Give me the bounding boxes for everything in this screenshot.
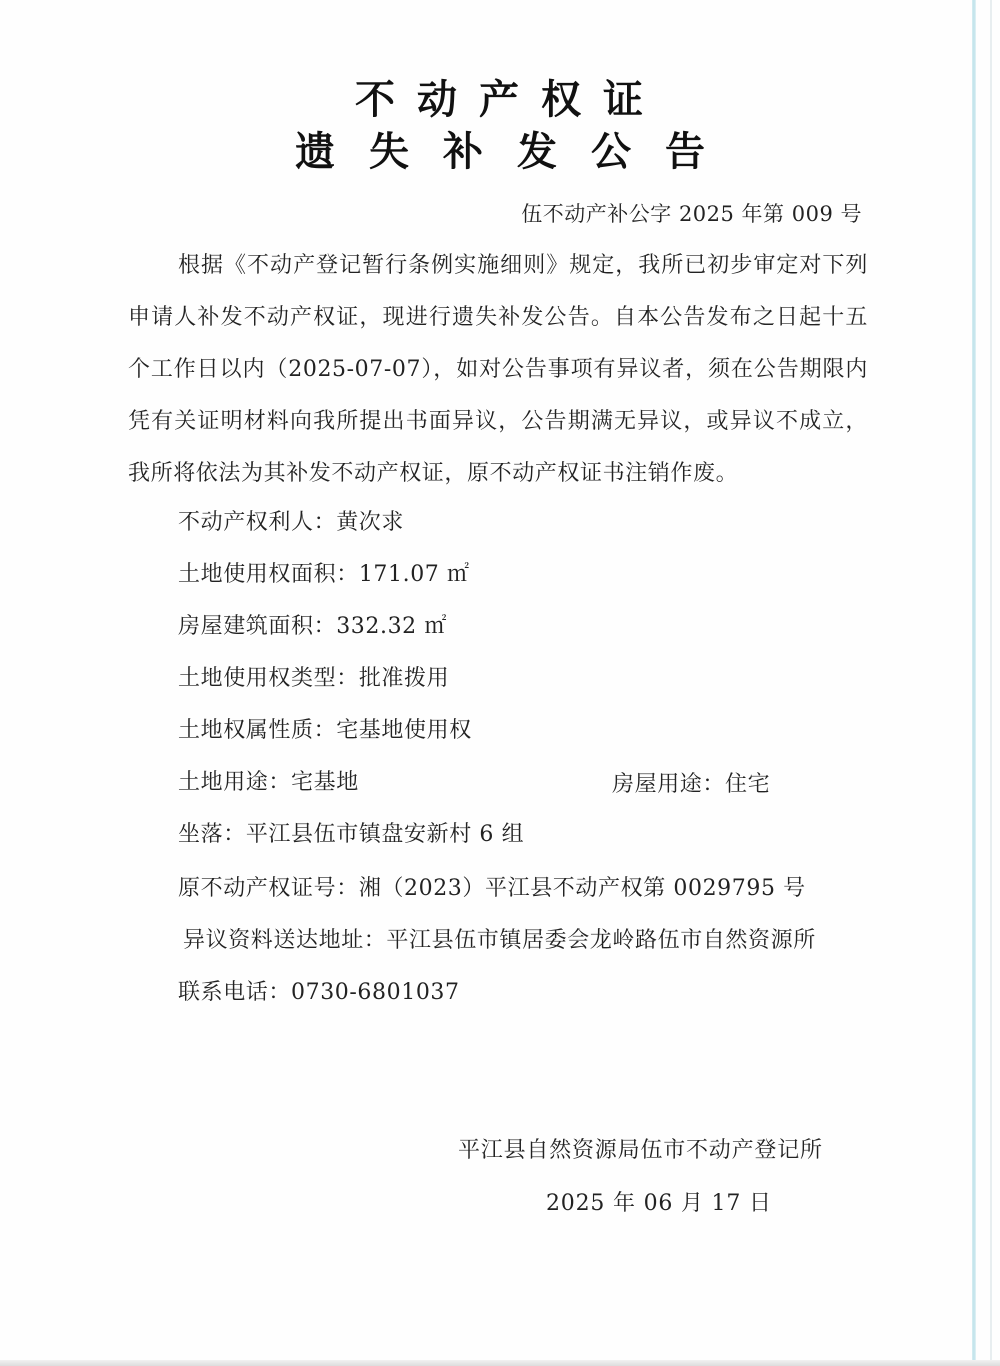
document-number: 伍不动产补公字 2025 年第 009 号: [521, 202, 862, 226]
field-land-area: [178, 557, 470, 588]
field-land-use-value: 宅基地: [291, 770, 359, 795]
field-land-type: [178, 661, 449, 692]
field-phone: [178, 975, 460, 1006]
title-line-1: 不动产权证: [355, 77, 665, 123]
issue-date: 2025 年 06 月 17 日: [546, 1191, 772, 1216]
issuer-name: 平江县自然资源局伍市不动产登记所: [458, 1138, 823, 1163]
field-house-use: [612, 767, 770, 798]
field-land-type-value: 批准拨用: [358, 666, 450, 691]
field-objection-address-value: 平江县伍市镇居委会龙岭路伍市自然资源所: [386, 928, 816, 953]
field-phone-label: 联系电话：: [178, 980, 292, 1005]
field-house-use-label: 房屋用途：: [612, 772, 726, 797]
field-location-label: 坐落：: [178, 822, 246, 847]
field-original-cert-label: 原不动产权证号：: [178, 876, 359, 901]
field-land-use: [178, 765, 359, 796]
field-phone-value: 0730-6801037: [291, 980, 460, 1005]
field-land-use-label: 土地用途：: [178, 770, 292, 795]
field-land-area-value: 171.07 ㎡: [358, 562, 470, 587]
field-holder-value: 黄次求: [336, 510, 405, 535]
field-land-type-label: 土地使用权类型：: [178, 666, 359, 691]
field-land-nature: [178, 713, 472, 744]
field-original-cert-value: 湘（2023）平江县不动产权第 0029795 号: [358, 876, 806, 901]
scan-edge-line: [972, 0, 976, 1366]
field-location: [178, 817, 524, 848]
field-location-value: 平江县伍市镇盘安新村 6 组: [245, 822, 525, 847]
field-holder-label: 不动产权利人：: [178, 510, 337, 535]
scan-bottom-edge: [0, 1360, 1000, 1366]
field-objection-address: [183, 923, 816, 954]
field-land-area-label: 土地使用权面积：: [178, 562, 359, 587]
field-holder: [178, 505, 404, 536]
scan-edge-line-secondary: [990, 0, 992, 1366]
field-building-area-value: 332.32 ㎡: [336, 614, 447, 639]
notice-body: 根据《不动产登记暂行条例实施细则》规定，我所已初步审定对下列申请人补发不动产权证，现进行遗失补发公告。自本公告发布之日起十五个工作日以内（2025-07-07），如对公告事项有异议者，须在公告期限内凭有关证明材料向我所提出书面异议，公告期满无异议，或异议不成立，我所将依法为其补发不动产权证，原不动产权证书注销作废。: [128, 253, 868, 486]
field-original-cert: [178, 871, 806, 902]
field-house-use-value: 住宅: [725, 772, 771, 797]
field-objection-address-label: 异议资料送达地址：: [183, 928, 387, 953]
title-line-2: 遗失补发公告: [295, 129, 739, 175]
field-land-nature-value: 宅基地使用权: [336, 718, 472, 743]
field-land-nature-label: 土地权属性质：: [178, 718, 337, 743]
field-building-area-label: 房屋建筑面积：: [178, 614, 337, 639]
field-building-area: [178, 609, 447, 640]
